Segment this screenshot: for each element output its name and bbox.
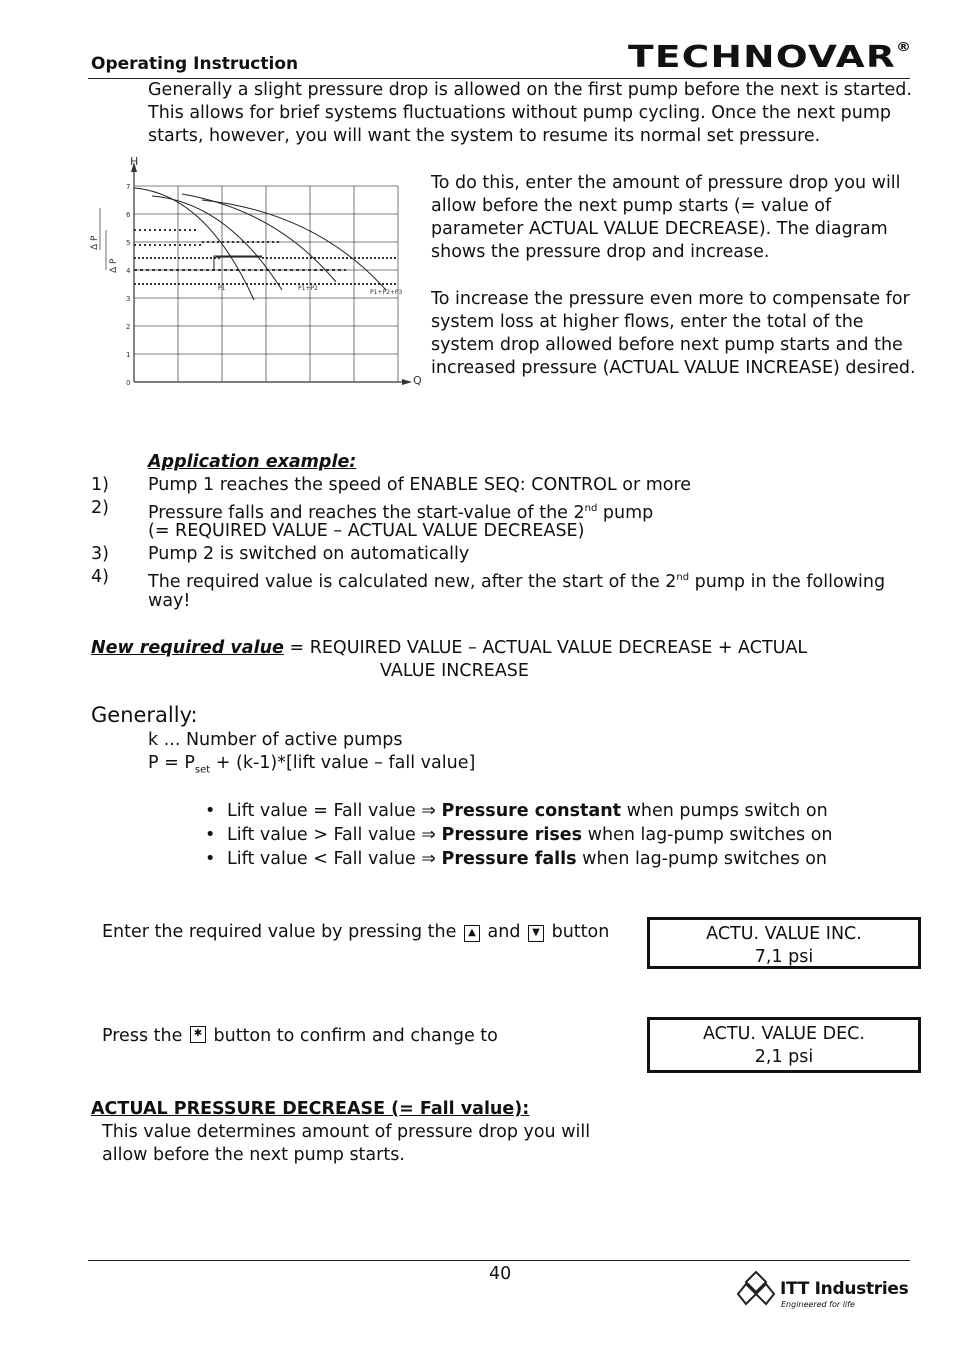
company-tagline: Engineered for life	[781, 1300, 855, 1309]
fall-value-title: ACTUAL PRESSURE DECREASE (= Fall value):	[91, 1099, 530, 1119]
generally-title: Generally:	[91, 703, 198, 727]
right-p1-line-4: shows the pressure drop and increase.	[431, 242, 770, 262]
step-2-text: Pressure falls and reaches the start-value of the 2nd pump	[148, 502, 654, 523]
company-name: ITT Industries	[780, 1279, 909, 1299]
right-p1-line-2: allow before the next pump starts (= value of	[431, 196, 832, 216]
step-3-text: Pump 2 is switched on automatically	[148, 544, 470, 564]
step-2-number: 2)	[91, 498, 109, 518]
bullet-falls: • Lift value < Fall value ⇒ Pressure falls when lag-pump switches on	[227, 848, 827, 871]
display-actual-value-decrease	[647, 1017, 921, 1073]
display-2-label: ACTU. VALUE DEC.	[703, 1024, 865, 1044]
y-tick: 0	[126, 379, 131, 387]
formula-continuation: VALUE INCREASE	[380, 661, 529, 681]
curve-label-p1p2: P1+P2	[298, 285, 318, 292]
step-2-formula: (= REQUIRED VALUE – ACTUAL VALUE DECREASE)	[148, 521, 585, 541]
delta-p-label-1: Δ P	[90, 235, 100, 250]
entry-instruction: Enter the required value by pressing the ▲ and ▼ button	[102, 922, 610, 942]
down-arrow-key-icon: ▼	[528, 925, 544, 942]
confirm-instruction: Press the ✱ button to confirm and change to	[102, 1026, 498, 1046]
k-definition: k ... Number of active pumps	[148, 730, 403, 750]
delta-p-label-2: Δ P	[109, 258, 119, 273]
p-formula: $P = P_{set}$ + (k-1)*[lift value – fall value]	[148, 753, 476, 776]
example-title: Application example:	[148, 452, 357, 472]
curve-label-p1: P1	[218, 285, 226, 292]
y-tick: 3	[126, 295, 131, 303]
right-p1-line-1: To do this, enter the amount of pressure drop you will	[431, 173, 901, 193]
step-3-number: 3)	[91, 544, 109, 564]
confirm-key-icon: ✱	[190, 1026, 206, 1043]
fall-value-line-1: This value determines amount of pressure drop you will	[102, 1122, 591, 1142]
display-2-value: 2,1 psi	[754, 1047, 814, 1067]
page-number: 40	[489, 1264, 512, 1284]
step-1-number: 1)	[91, 475, 109, 495]
y-tick: 5	[126, 239, 131, 247]
display-1-label: ACTU. VALUE INC.	[706, 924, 862, 944]
curve-label-p1p2p3: P1+P2+P3	[370, 289, 403, 296]
bullet-constant: • Lift value = Fall value ⇒ Pressure constant when pumps switch on	[227, 800, 828, 823]
brand-logo: TECHNOVAR®	[628, 40, 913, 75]
y-tick: 4	[126, 267, 131, 275]
display-1-value: 7,1 psi	[754, 947, 814, 967]
y-tick: 7	[126, 183, 131, 191]
y-tick: 2	[126, 323, 131, 331]
section-title: Operating Instruction	[91, 54, 299, 74]
bullet-rises: • Lift value > Fall value ⇒ Pressure rises when lag-pump switches on	[227, 824, 833, 847]
x-axis-label: Q	[413, 374, 422, 387]
display-actual-value-increase	[647, 917, 921, 969]
footer-rule	[88, 1260, 910, 1261]
up-arrow-key-icon: ▲	[464, 925, 480, 942]
y-axis-label: H	[130, 155, 139, 168]
right-p2-line-3: system drop allowed before next pump starts and the	[431, 335, 903, 355]
y-tick: 1	[126, 351, 131, 359]
step-1-text: Pump 1 reaches the speed of ENABLE SEQ: CONTROL or more	[148, 475, 692, 495]
intro-line-3: starts, however, you will want the system to resume its normal set pressure.	[148, 126, 821, 146]
itt-logo-icon	[736, 1269, 776, 1309]
fall-value-line-2: allow before the next pump starts.	[102, 1145, 405, 1165]
y-tick: 6	[126, 211, 131, 219]
intro-line-2: This allows for brief systems fluctuations without pump cycling. Once the next pump	[148, 103, 892, 123]
step-4-text-cont: way!	[148, 591, 191, 611]
right-p1-line-3: parameter ACTUAL VALUE DECREASE). The diagram	[431, 219, 888, 239]
intro-line-1: Generally a slight pressure drop is allowed on the first pump before the next is started.	[148, 80, 912, 100]
right-p2-line-1: To increase the pressure even more to compensate for	[431, 289, 910, 309]
new-required-value-formula: New required value = REQUIRED VALUE – ACTUAL VALUE DECREASE + ACTUAL	[91, 638, 808, 658]
pressure-diagram	[86, 150, 426, 395]
step-4-number: 4)	[91, 567, 109, 587]
right-p2-line-4: increased pressure (ACTUAL VALUE INCREASE) desired.	[431, 358, 916, 378]
right-p2-line-2: system loss at higher flows, enter the total of the	[431, 312, 864, 332]
step-4-text: The required value is calculated new, after the start of the 2nd pump in the following	[148, 571, 886, 592]
